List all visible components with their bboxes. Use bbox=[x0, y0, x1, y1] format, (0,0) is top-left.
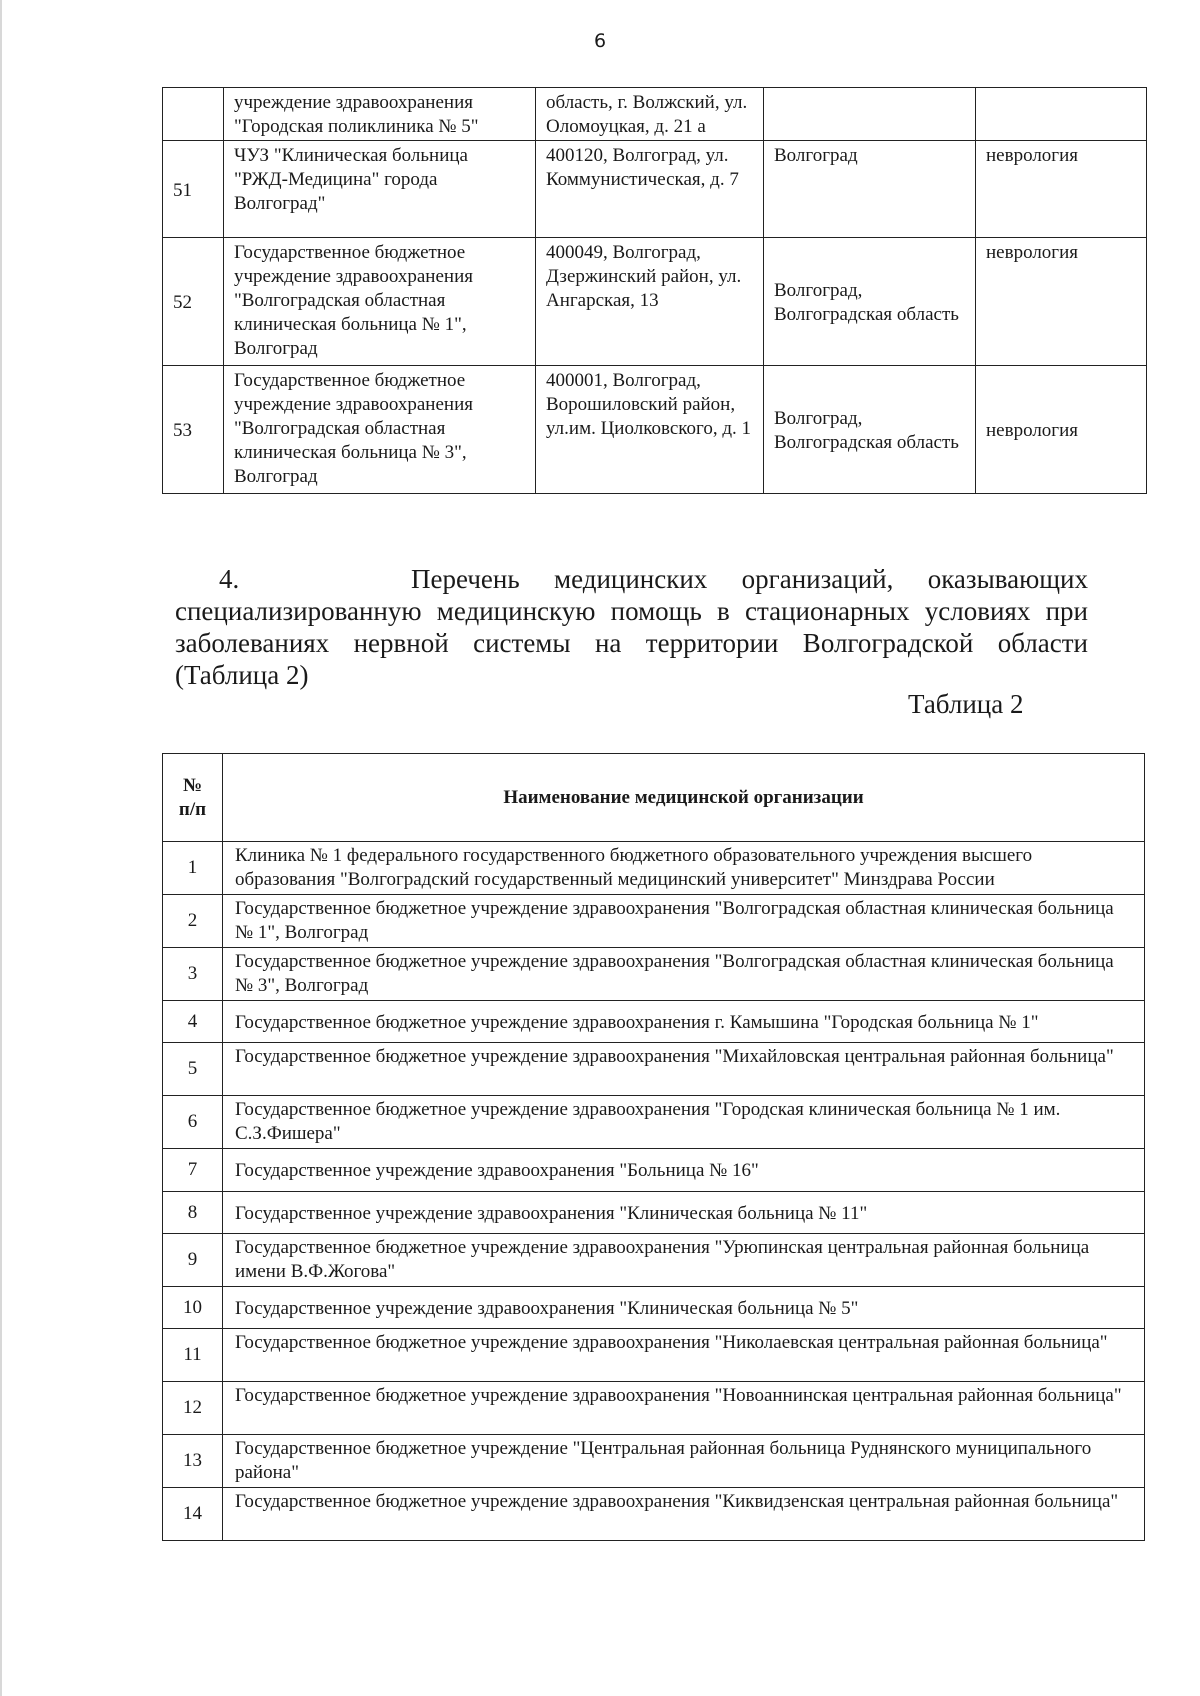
organization-address: 400120, Волгоград, ул. Коммунистическая, д. 7 bbox=[536, 141, 764, 238]
table-row bbox=[163, 1382, 1145, 1435]
table-row bbox=[163, 948, 1145, 1001]
organization-name: Государственное бюджетное учреждение здравоохранения "Волгоградская областная клиническая больница № 1", Волгоград bbox=[223, 895, 1145, 948]
medical-profile: неврология bbox=[976, 366, 1147, 494]
medical-profile: неврология bbox=[976, 141, 1147, 238]
table-row bbox=[163, 1287, 1145, 1329]
table-header-row bbox=[163, 754, 1145, 842]
organization-name: Клиника № 1 федерального государственного бюджетного образовательного учреждения высшего образования "Волгоградский государственный медицинский университет" Минздрава России bbox=[223, 842, 1145, 895]
table-row bbox=[163, 238, 1147, 366]
organization-name: Государственное бюджетное учреждение здравоохранения "Новоаннинская центральная районная больница" bbox=[223, 1382, 1145, 1435]
row-number: 51 bbox=[163, 141, 224, 238]
row-number: 10 bbox=[163, 1287, 223, 1329]
header-name: Наименование медицинской организации bbox=[223, 754, 1145, 842]
medical-profile bbox=[976, 88, 1147, 141]
row-number: 53 bbox=[163, 366, 224, 494]
organization-name: Государственное бюджетное учреждение здравоохранения "Михайловская центральная районная больница" bbox=[223, 1043, 1145, 1096]
row-number: 52 bbox=[163, 238, 224, 366]
organization-address: область, г. Волжский, ул. Оломоуцкая, д. 21 а bbox=[536, 88, 764, 141]
table-row bbox=[163, 1435, 1145, 1488]
section-text: Перечень медицинских организаций, оказывающих специализированную медицинскую помощь в стационарных условиях при заболеваниях нервной системы на территории Волгоградской области (Таблица 2) bbox=[175, 564, 1088, 690]
table-row bbox=[163, 895, 1145, 948]
service-territory bbox=[764, 88, 976, 141]
organization-address: 400001, Волгоград, Ворошиловский район, ул.им. Циолковского, д. 1 bbox=[536, 366, 764, 494]
organization-name: Государственное бюджетное учреждение здравоохранения "Урюпинская центральная районная больница имени В.Ф.Жогова" bbox=[223, 1234, 1145, 1287]
row-number: 6 bbox=[163, 1096, 223, 1149]
organization-name: Государственное бюджетное учреждение здравоохранения "Городская клиническая больница № 1 им. С.З.Фишера" bbox=[223, 1096, 1145, 1149]
organization-name: ЧУЗ "Клиническая больница "РЖД-Медицина" города Волгоград" bbox=[224, 141, 536, 238]
organization-name: Государственное учреждение здравоохранения "Клиническая больница № 11" bbox=[223, 1192, 1145, 1234]
row-number: 11 bbox=[163, 1329, 223, 1382]
organization-name: Государственное бюджетное учреждение здравоохранения г. Камышина "Городская больница № 1" bbox=[223, 1001, 1145, 1043]
header-num: № п/п bbox=[163, 754, 223, 842]
organization-name: Государственное учреждение здравоохранения "Больница № 16" bbox=[223, 1149, 1145, 1192]
row-number: 13 bbox=[163, 1435, 223, 1488]
service-territory: Волгоград, Волгоградская область bbox=[764, 366, 976, 494]
organization-name: Государственное бюджетное учреждение здравоохранения "Николаевская центральная районная больница" bbox=[223, 1329, 1145, 1382]
table-row bbox=[163, 842, 1145, 895]
section-heading bbox=[175, 563, 1088, 691]
organization-name: Государственное бюджетное учреждение здравоохранения "Киквидзенская центральная районная больница" bbox=[223, 1488, 1145, 1541]
row-number: 7 bbox=[163, 1149, 223, 1192]
page-number: 6 bbox=[593, 30, 607, 52]
row-number: 3 bbox=[163, 948, 223, 1001]
organization-address: 400049, Волгоград, Дзержинский район, ул. Ангарская, 13 bbox=[536, 238, 764, 366]
scan-edge bbox=[0, 0, 2, 1696]
organization-name: Государственное учреждение здравоохранения "Клиническая больница № 5" bbox=[223, 1287, 1145, 1329]
service-territory: Волгоград bbox=[764, 141, 976, 238]
table-row bbox=[163, 1488, 1145, 1541]
row-number: 5 bbox=[163, 1043, 223, 1096]
table-row bbox=[163, 1043, 1145, 1096]
table-row bbox=[163, 1096, 1145, 1149]
table-row bbox=[163, 366, 1147, 494]
table-row bbox=[163, 1001, 1145, 1043]
row-number: 8 bbox=[163, 1192, 223, 1234]
medical-profile: неврология bbox=[976, 238, 1147, 366]
organization-name: Государственное бюджетное учреждение здравоохранения "Волгоградская областная клиническая больница № 3", Волгоград bbox=[224, 366, 536, 494]
organization-name: Государственное бюджетное учреждение здравоохранения "Волгоградская областная клиническая больница № 1", Волгоград bbox=[224, 238, 536, 366]
table-row bbox=[163, 88, 1147, 141]
table-row bbox=[163, 1149, 1145, 1192]
row-number bbox=[163, 88, 224, 141]
hospitals-table bbox=[162, 753, 1145, 1541]
table-caption: Таблица 2 bbox=[908, 689, 1024, 719]
row-number: 14 bbox=[163, 1488, 223, 1541]
table-row bbox=[163, 141, 1147, 238]
row-number: 1 bbox=[163, 842, 223, 895]
service-territory: Волгоград, Волгоградская область bbox=[764, 238, 976, 366]
row-number: 2 bbox=[163, 895, 223, 948]
row-number: 12 bbox=[163, 1382, 223, 1435]
row-number: 4 bbox=[163, 1001, 223, 1043]
organization-name: Государственное бюджетное учреждение "Центральная районная больница Руднянского муниципального района" bbox=[223, 1435, 1145, 1488]
row-number: 9 bbox=[163, 1234, 223, 1287]
table-row bbox=[163, 1192, 1145, 1234]
table-row bbox=[163, 1234, 1145, 1287]
section-number: 4. bbox=[219, 564, 240, 594]
organization-name: Государственное бюджетное учреждение здравоохранения "Волгоградская областная клиническая больница № 3", Волгоград bbox=[223, 948, 1145, 1001]
table-row bbox=[163, 1329, 1145, 1382]
organization-name: учреждение здравоохранения "Городская поликлиника № 5" bbox=[224, 88, 536, 141]
facilities-table-continued bbox=[162, 87, 1147, 494]
